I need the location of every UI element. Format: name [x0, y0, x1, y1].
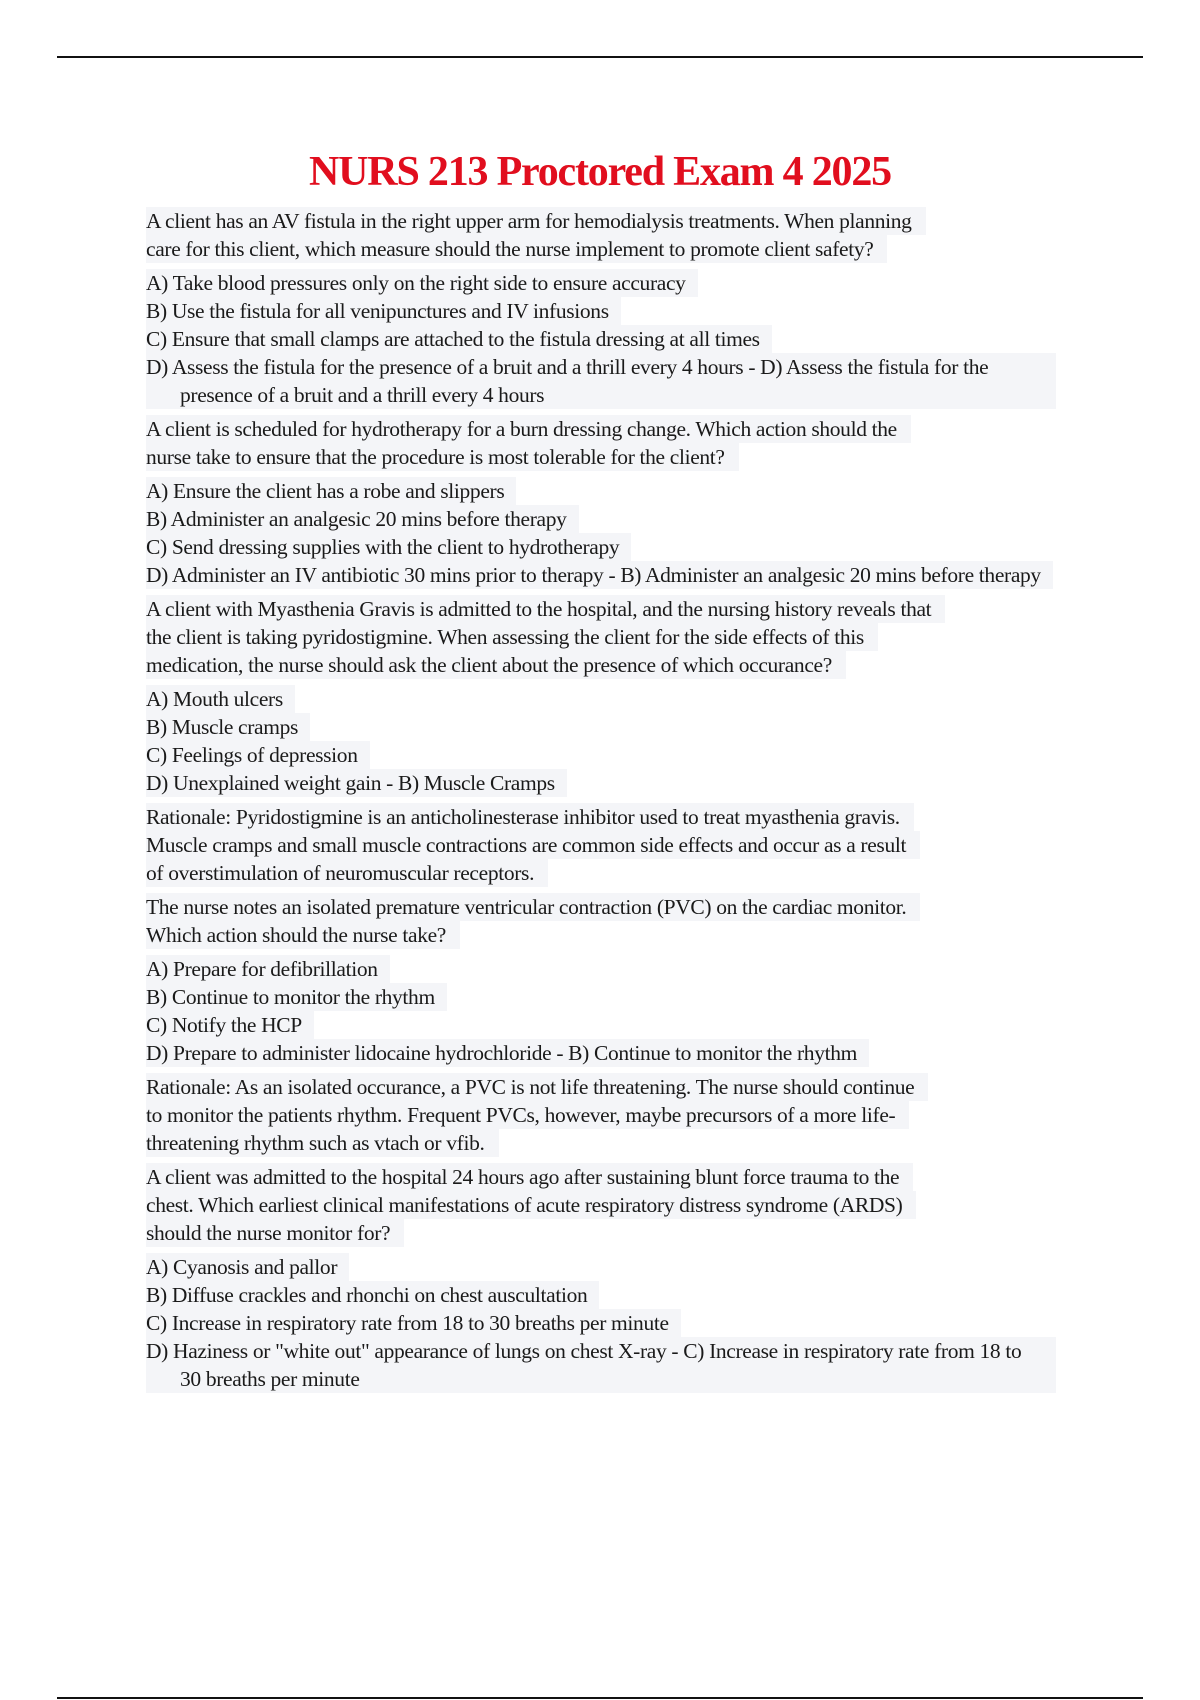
question-4 — [146, 893, 1056, 949]
question-3-options — [146, 685, 1056, 797]
option-a: A) Cyanosis and pallor — [146, 1253, 349, 1281]
question-text-line: medication, the nurse should ask the client about the presence of which occurance? — [146, 651, 846, 679]
option-b: B) Administer an analgesic 20 mins before therapy — [146, 505, 579, 533]
question-3-rationale — [146, 803, 1056, 887]
option-b: B) Muscle cramps — [146, 713, 310, 741]
question-text-line: A client has an AV fistula in the right upper arm for hemodialysis treatments. When planning — [146, 207, 926, 235]
option-b: B) Use the fistula for all venipunctures and IV infusions — [146, 297, 621, 325]
question-text-line: care for this client, which measure should the nurse implement to promote client safety? — [146, 235, 887, 263]
option-c: C) Increase in respiratory rate from 18 to 30 breaths per minute — [146, 1309, 681, 1337]
option-a: A) Prepare for defibrillation — [146, 955, 390, 983]
question-text-line: should the nurse monitor for? — [146, 1219, 404, 1247]
question-5 — [146, 1163, 1056, 1247]
document-body — [146, 205, 1056, 1399]
question-text-line: A client with Myasthenia Gravis is admitted to the hospital, and the nursing history reveals that — [146, 595, 945, 623]
question-text-line: A client was admitted to the hospital 24 hours ago after sustaining blunt force trauma to the — [146, 1163, 913, 1191]
option-c: C) Send dressing supplies with the client to hydrotherapy — [146, 533, 631, 561]
option-b: B) Diffuse crackles and rhonchi on chest auscultation — [146, 1281, 599, 1309]
document-title: NURS 213 Proctored Exam 4 2025 — [309, 149, 891, 195]
option-c: C) Notify the HCP — [146, 1011, 314, 1039]
question-5-options — [146, 1253, 1056, 1393]
bottom-rule — [57, 1697, 1143, 1699]
option-b: B) Continue to monitor the rhythm — [146, 983, 447, 1011]
question-text-line: chest. Which earliest clinical manifestations of acute respiratory distress syndrome (ARDS) — [146, 1191, 916, 1219]
question-text-line: the client is taking pyridostigmine. When assessing the client for the side effects of this — [146, 623, 878, 651]
rationale-line: threatening rhythm such as vtach or vfib. — [146, 1129, 499, 1157]
question-1-options — [146, 269, 1056, 409]
top-rule — [57, 56, 1143, 58]
option-d-with-answer: D) Assess the fistula for the presence of a bruit and a thrill every 4 hours - D) Assess the fistula for the presence of a bruit and a thrill every 4 hours — [146, 353, 1056, 409]
question-3 — [146, 595, 1056, 679]
question-text-line: The nurse notes an isolated premature ventricular contraction (PVC) on the cardiac monitor. — [146, 893, 920, 921]
option-c: C) Ensure that small clamps are attached to the fistula dressing at all times — [146, 325, 772, 353]
option-a: A) Mouth ulcers — [146, 685, 295, 713]
question-2-options — [146, 477, 1056, 589]
question-2 — [146, 415, 1056, 471]
question-1 — [146, 207, 1056, 263]
option-d-with-answer: D) Unexplained weight gain - B) Muscle Cramps — [146, 769, 567, 797]
rationale-line: of overstimulation of neuromuscular receptors. — [146, 859, 548, 887]
rationale-line: Muscle cramps and small muscle contractions are common side effects and occur as a result — [146, 831, 920, 859]
option-a: A) Take blood pressures only on the right side to ensure accuracy — [146, 269, 698, 297]
rationale-line: Rationale: Pyridostigmine is an anticholinesterase inhibitor used to treat myasthenia gravis. — [146, 803, 914, 831]
option-c: C) Feelings of depression — [146, 741, 370, 769]
question-text-line: Which action should the nurse take? — [146, 921, 460, 949]
question-4-options — [146, 955, 1056, 1067]
option-d-with-answer: D) Prepare to administer lidocaine hydrochloride - B) Continue to monitor the rhythm — [146, 1039, 869, 1067]
rationale-line: to monitor the patients rhythm. Frequent PVCs, however, maybe precursors of a more life- — [146, 1101, 909, 1129]
rationale-line: Rationale: As an isolated occurance, a PVC is not life threatening. The nurse should continue — [146, 1073, 928, 1101]
question-text-line: nurse take to ensure that the procedure is most tolerable for the client? — [146, 443, 739, 471]
question-text-line: A client is scheduled for hydrotherapy for a burn dressing change. Which action should the — [146, 415, 911, 443]
question-4-rationale — [146, 1073, 1056, 1157]
option-d-with-answer: D) Haziness or "white out" appearance of lungs on chest X-ray - C) Increase in respiratory rate from 18 to 30 breaths per minute — [146, 1337, 1056, 1393]
option-d-with-answer: D) Administer an IV antibiotic 30 mins prior to therapy - B) Administer an analgesic 20 mins before therapy — [146, 561, 1053, 589]
option-a: A) Ensure the client has a robe and slippers — [146, 477, 516, 505]
